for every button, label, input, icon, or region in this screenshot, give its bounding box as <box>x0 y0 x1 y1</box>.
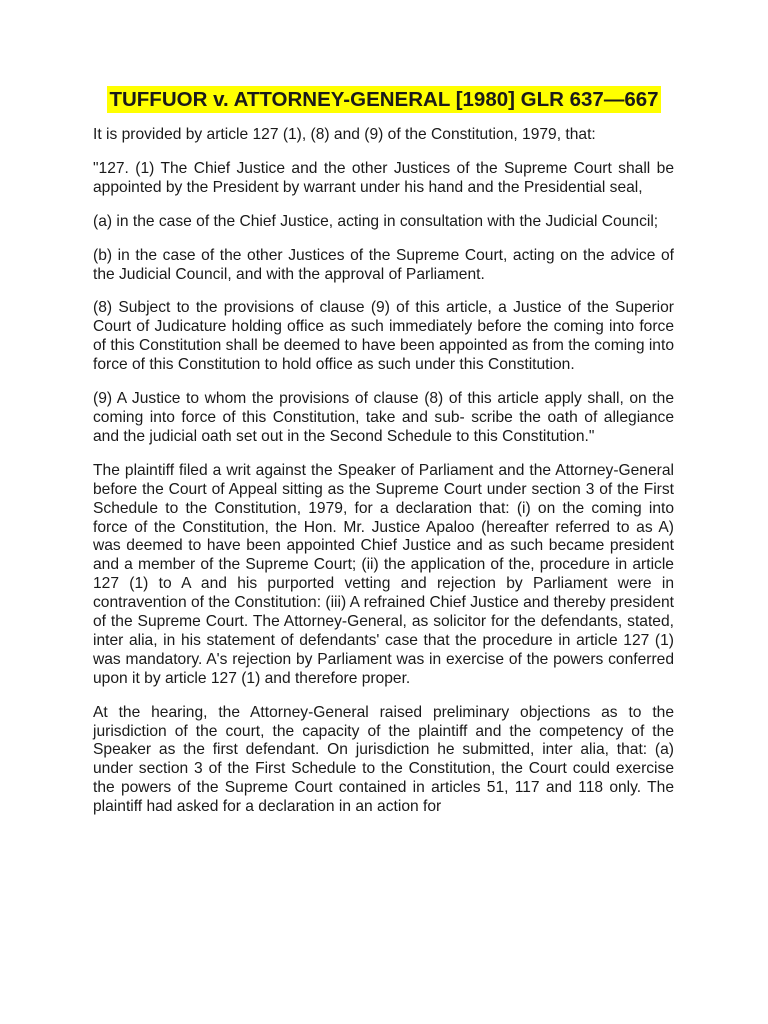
title-container <box>0 86 768 113</box>
paragraph-clause-b: (b) in the case of the other Justices of the Supreme Court, acting on the advice of the Judicial Council, and with the approval of Parliament. <box>93 246 674 283</box>
paragraph-clause-8: (8) Subject to the provisions of clause (9) of this article, a Justice of the Superior Court of Judicature holding office as such immediately before the coming into force of this Constitution shall be deemed to have been appointed as from the coming into force of this Constitution to hold office as such under this Constitution. <box>93 299 674 374</box>
paragraph-clause-a: (a) in the case of the Chief Justice, acting in consultation with the Judicial Council; <box>93 212 659 230</box>
paragraph-plaintiff-writ: The plaintiff filed a writ against the Speaker of Parliament and the Attorney-General before the Court of Appeal sitting as the Supreme Court under section 3 of the First Schedule to the Constitution, 1979, for a declaration that: (i) on the coming into force of the Constitution, the Hon. Mr. Justice Apaloo (hereafter referred to as A) was deemed to have been appointed Chief Justice and as such became president and a member of the Supreme Court; (ii) the application of the, procedure in article 127 (1) to A and his purported vetting and rejection by Parliament were in contravention of the Constitution: (iii) A refrained Chief Justice and thereby president of the Supreme Court. The Attorney-General, as solicitor for the defendants, stated, inter alia, in his statement of defendants' case that the procedure in article 127 (1) was mandatory. A's rejection by Parliament was in exercise of the powers conferred upon it by article 127 (1) and therefore proper. <box>93 461 674 687</box>
paragraph-article-127-1: "127. (1) The Chief Justice and the other Justices of the Supreme Court shall be appointed by the President by warrant under his hand and the Presidential seal, <box>93 159 674 196</box>
document-title: TUFFUOR v. ATTORNEY-GENERAL [1980] GLR 637—667 <box>109 88 659 111</box>
paragraph-hearing: At the hearing, the Attorney-General raised preliminary objections as to the jurisdiction of the court, the capacity of the plaintiff and the competency of the Speaker as the first defendant. On jurisdiction he submitted, inter alia, that: (a) under section 3 of the First Schedule to the Constitution, the Court could exercise the powers of the Supreme Court contained in articles 51, 117 and 118 only. The plaintiff had asked for a declaration in an action for <box>93 703 674 816</box>
document-body <box>93 126 674 832</box>
paragraph-clause-9: (9) A Justice to whom the provisions of clause (8) of this article apply shall, on the coming into force of this Constitution, take and sub- scribe the oath of allegiance and the judicial oath set out in the Second Schedule to this Constitution." <box>93 390 674 445</box>
paragraph-intro: It is provided by article 127 (1), (8) and (9) of the Constitution, 1979, that: <box>93 126 596 143</box>
